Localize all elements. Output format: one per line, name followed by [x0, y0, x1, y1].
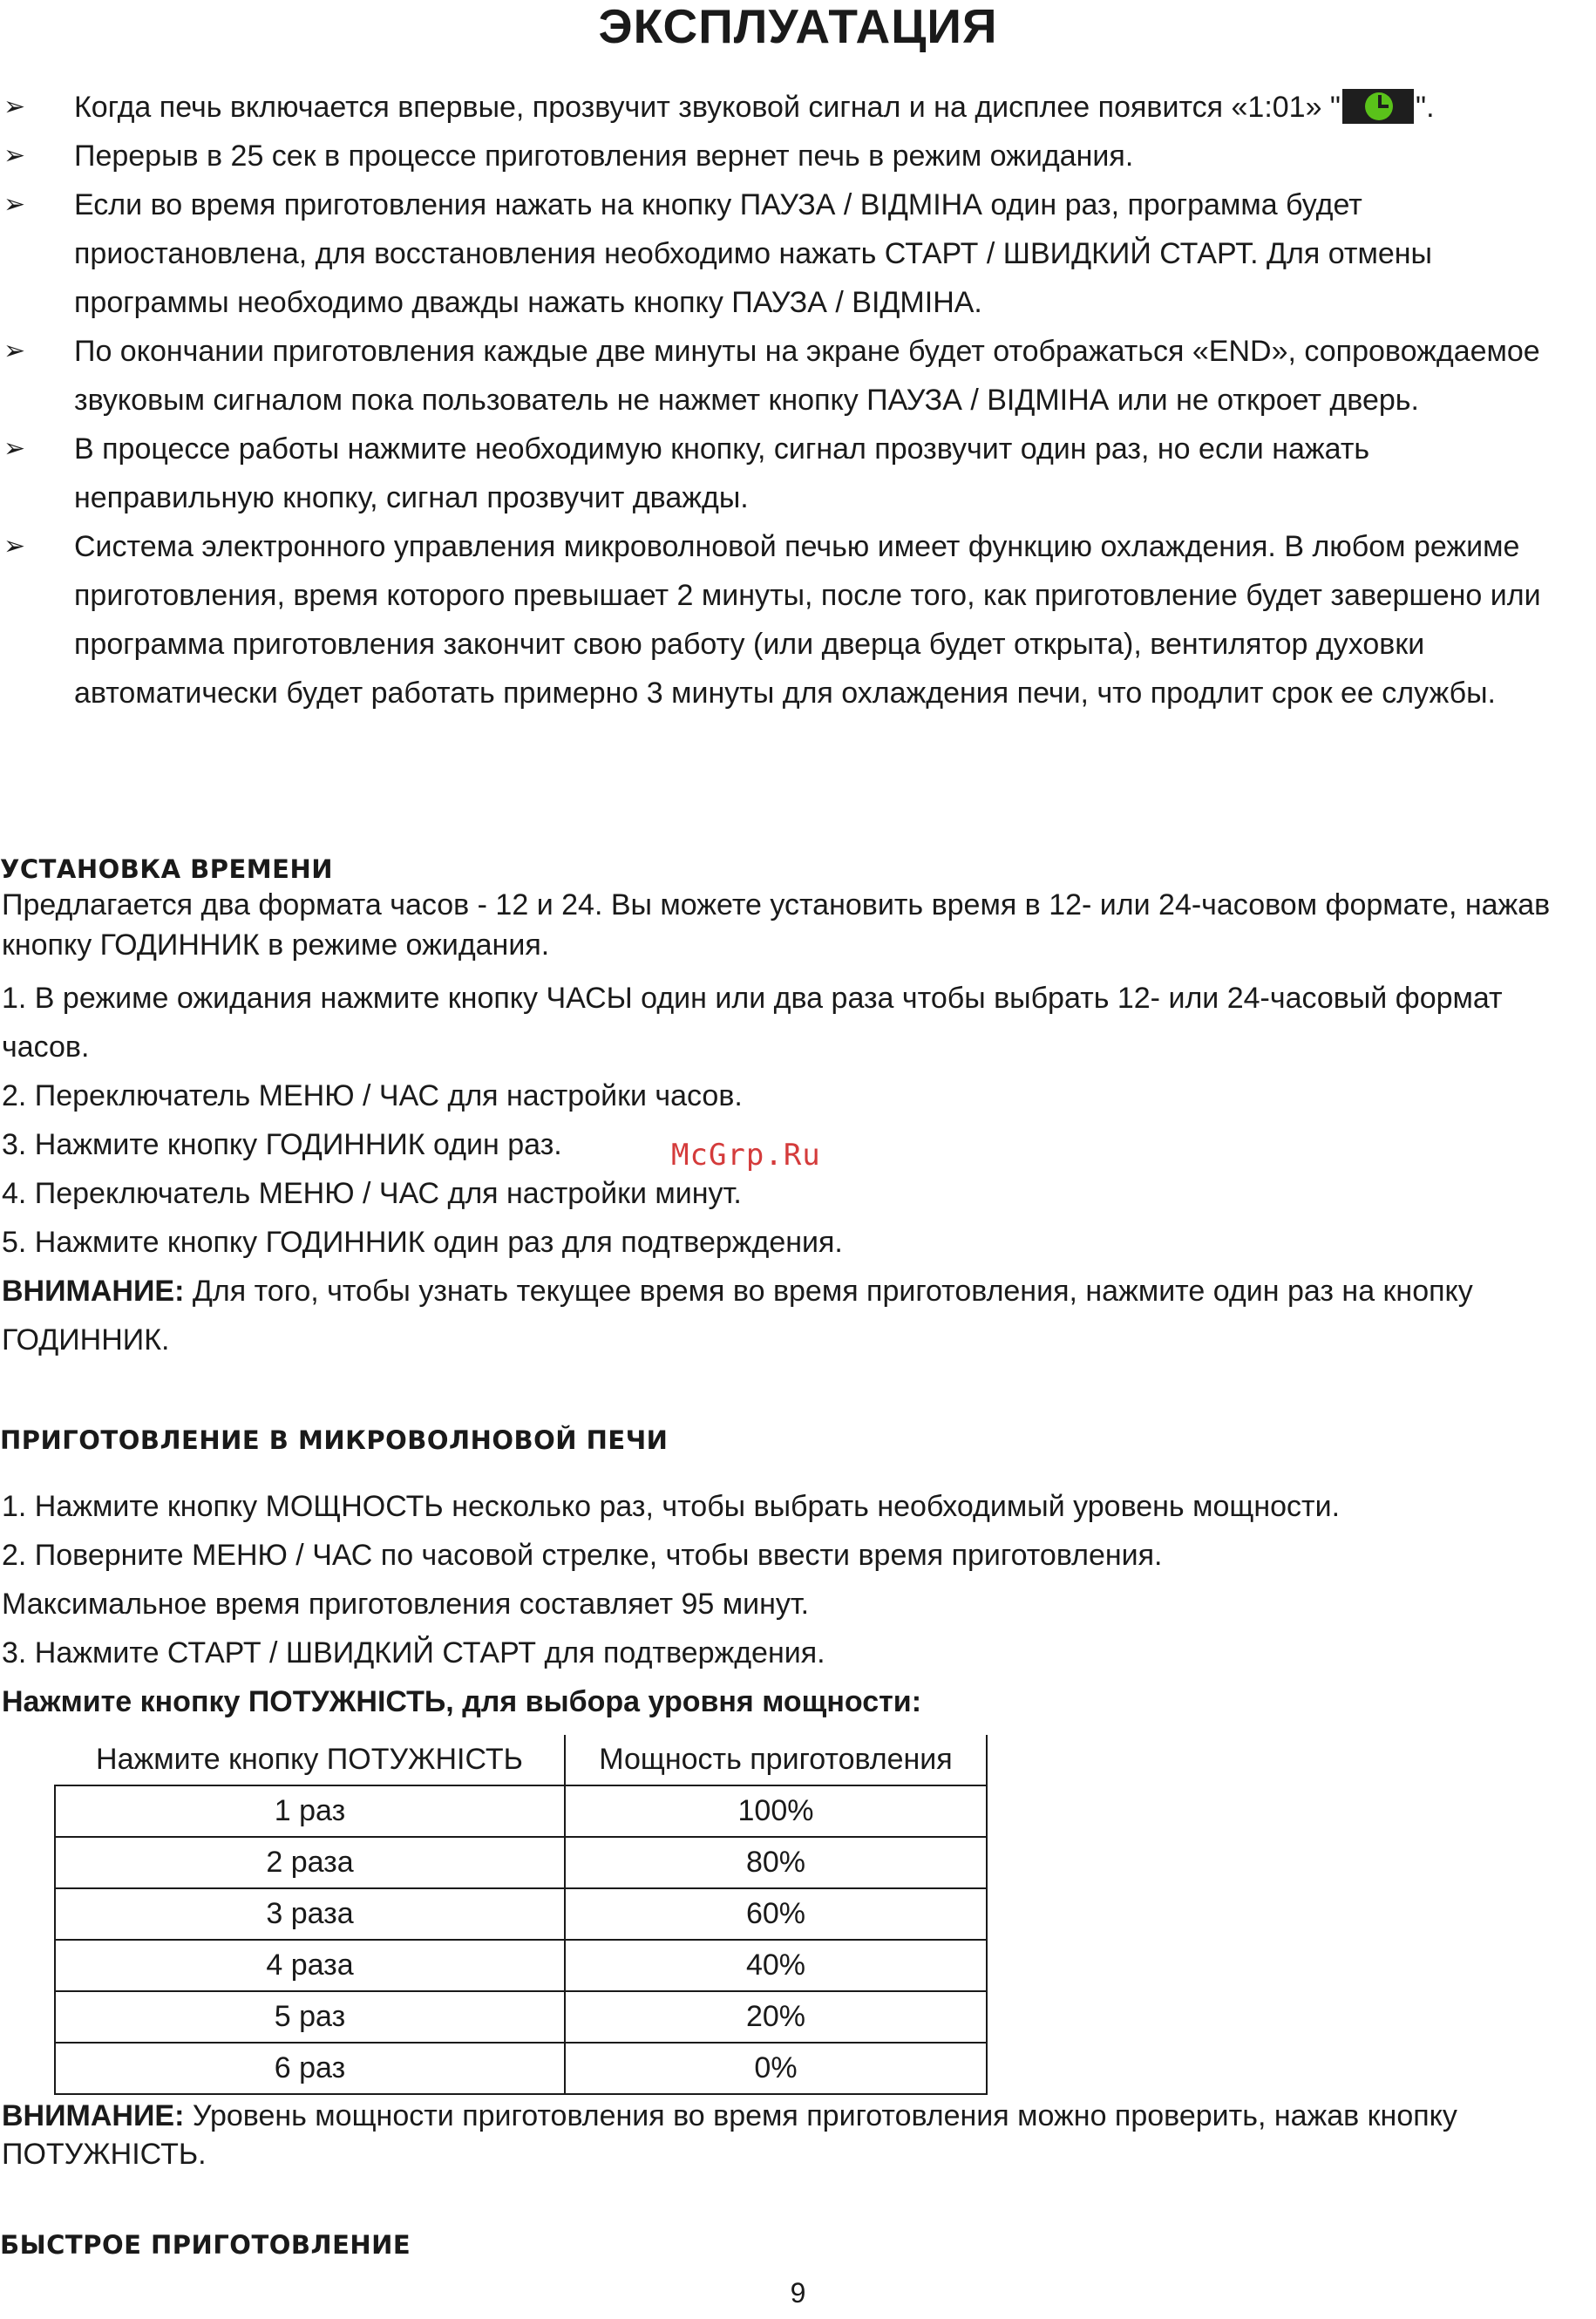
note-text: Для того, чтобы узнать текущее время во время приготовления, нажмите один раз на кнопку ГОДИННИК.	[2, 1275, 1473, 1357]
time-note	[2, 1267, 1571, 1364]
bullet-text: Когда печь включается впервые, прозвучит звуковой сигнал и на дисплее появится «1:01» "	[74, 91, 1341, 124]
arrow-bullet-icon: ➢	[3, 433, 26, 464]
time-intro: Предлагается два формата часов - 12 и 24. Вы можете установить время в 12- или 24-часовом формате, нажав кнопку ГОДИННИК в режиме ожидания.	[2, 888, 1551, 962]
table-header-cell: Нажмите кнопку ПОТУЖНІСТЬ	[55, 1735, 565, 1785]
bullet-text: По окончании приготовления каждые две минуты на экране будет отображаться «END», сопровождаемое звуковым сигналом пока пользователь не нажмет кнопку ПАУЗА / ВІДМІНА или не откроет дверь.	[74, 335, 1540, 417]
page-number: 9	[790, 2277, 806, 2309]
power-note	[2, 2097, 1571, 2173]
time-step-4: 4. Переключатель МЕНЮ / ЧАС для настройки минут.	[2, 1177, 742, 1210]
note-label: ВНИМАНИЕ:	[2, 1275, 185, 1308]
note-text: Уровень мощности приготовления во время приготовления можно проверить, нажав кнопку ПОТУЖНІСТЬ.	[2, 2099, 1457, 2171]
table-header-cell: Мощность приготовления	[565, 1735, 987, 1785]
time-step-1: 1. В режиме ожидания нажмите кнопку ЧАСЫ один или два раза чтобы выбрать 12- или 24-часовый формат часов.	[2, 982, 1503, 1064]
arrow-bullet-icon: ➢	[3, 189, 26, 220]
table-cell: 3 раза	[55, 1888, 565, 1940]
table-caption: Нажмите кнопку ПОТУЖНІСТЬ, для выбора уровня мощности:	[2, 1685, 922, 1718]
table-row	[55, 1940, 987, 1991]
bullet-item	[0, 180, 1596, 327]
micro-max-time: Максимальное время приготовления составляет 95 минут.	[2, 1588, 810, 1621]
table-row	[55, 1837, 987, 1888]
arrow-bullet-icon: ➢	[3, 92, 26, 122]
arrow-bullet-icon: ➢	[3, 531, 26, 561]
table-cell: 6 раз	[55, 2043, 565, 2094]
table-cell: 0%	[565, 2043, 987, 2094]
table-cell: 5 раз	[55, 1991, 565, 2043]
page-title: ЭКСПЛУАТАЦИЯ	[598, 0, 998, 53]
section-heading-microwave: ПРИГОТОВЛЕНИЕ В МИКРОВОЛНОВОЙ ПЕЧИ	[0, 1425, 669, 1455]
time-step-5: 5. Нажмите кнопку ГОДИННИК один раз для подтверждения.	[2, 1226, 843, 1259]
arrow-bullet-icon: ➢	[3, 140, 26, 171]
bullet-text: Если во время приготовления нажать на кнопку ПАУЗА / ВІДМІНА один раз, программа будет приостановлена, для восстановления необходимо нажать СТАРТ / ШВИДКИЙ СТАРТ. Для отмены программы необходимо дважды нажать кнопку ПАУЗА / ВІДМІНА.	[74, 188, 1432, 319]
power-level-table	[54, 1735, 988, 2095]
bullet-list	[0, 83, 1596, 717]
table-cell: 80%	[565, 1837, 987, 1888]
table-cell: 60%	[565, 1888, 987, 1940]
table-cell: 2 раза	[55, 1837, 565, 1888]
bullet-item	[0, 83, 1596, 132]
bullet-item	[0, 522, 1596, 717]
note-label: ВНИМАНИЕ:	[2, 2099, 185, 2132]
bullet-text: Система электронного управления микроволновой печью имеет функцию охлаждения. В любом режиме приготовления, время которого превышает 2 минуты, после того, как приготовление будет завершено или программа приготовления закончит свою работу (или дверца будет открыта), вентилятор духовки автоматически будет работать примерно 3 минуты для охлаждения печи, что продлит срок ее службы.	[74, 530, 1541, 710]
watermark: McGrp.Ru	[671, 1138, 821, 1173]
arrow-bullet-icon: ➢	[3, 336, 26, 366]
section-heading-quick: БЫСТРОЕ ПРИГОТОВЛЕНИЕ	[0, 2230, 411, 2260]
micro-step-1: 1. Нажмите кнопку МОЩНОСТЬ несколько раз, чтобы выбрать необходимый уровень мощности.	[2, 1490, 1341, 1523]
table-row	[55, 1888, 987, 1940]
time-step-2: 2. Переключатель МЕНЮ / ЧАС для настройки часов.	[2, 1079, 743, 1112]
table-cell: 1 раз	[55, 1785, 565, 1837]
clock-icon	[1342, 89, 1414, 124]
micro-step-3: 3. Нажмите СТАРТ / ШВИДКИЙ СТАРТ для подтверждения.	[2, 1636, 825, 1670]
bullet-text: Перерыв в 25 сек в процессе приготовления вернет печь в режим ожидания.	[74, 139, 1134, 173]
table-cell: 20%	[565, 1991, 987, 2043]
table-cell: 4 раза	[55, 1940, 565, 1991]
microwave-steps	[2, 1482, 1571, 1726]
time-step-3: 3. Нажмите кнопку ГОДИННИК один раз.	[2, 1128, 562, 1161]
bullet-item	[0, 132, 1596, 180]
bullet-item	[0, 327, 1596, 425]
bullet-text: В процессе работы нажмите необходимую кнопку, сигнал прозвучит один раз, но если нажать неправильную кнопку, сигнал прозвучит дважды.	[74, 432, 1370, 514]
table-cell: 100%	[565, 1785, 987, 1837]
micro-step-2: 2. Поверните МЕНЮ / ЧАС по часовой стрелке, чтобы ввести время приготовления.	[2, 1539, 1163, 1572]
table-row	[55, 1785, 987, 1837]
section-heading-time: УСТАНОВКА ВРЕМЕНИ	[0, 854, 334, 884]
table-row	[55, 2043, 987, 2094]
table-cell: 40%	[565, 1940, 987, 1991]
bullet-item	[0, 425, 1596, 522]
table-header-row	[55, 1735, 987, 1785]
bullet-text-end: ".	[1416, 91, 1435, 124]
table-row	[55, 1991, 987, 2043]
